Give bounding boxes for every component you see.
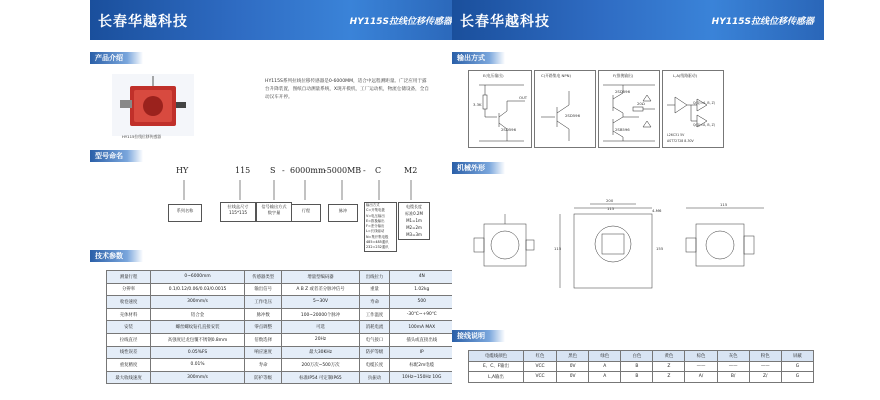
model-box-pulse <box>328 204 358 222</box>
brand-name: 长春华越科技 <box>98 14 188 30</box>
wiring-cell: G <box>781 361 813 372</box>
box-line: F=差分输出 <box>366 224 385 229</box>
wiring-cell: 红色 <box>524 351 557 362</box>
model-part: -5000MB <box>324 166 362 175</box>
section-header-wiring: 接线说明 <box>452 330 505 342</box>
circuit-label: 2SD596 <box>565 113 580 118</box>
table-row <box>107 333 454 346</box>
spec-label-cell: 收卷速度 <box>107 296 151 309</box>
model-part: - <box>363 166 366 175</box>
spec-value-cell: 增量型编码器 <box>282 271 359 284</box>
table-row <box>469 361 814 372</box>
wiring-cell: G <box>781 372 813 383</box>
wiring-cell: 绿色 <box>589 351 621 362</box>
mechanical-drawing <box>464 184 809 292</box>
wiring-cell: —— <box>685 361 717 372</box>
dimension-label: 155 <box>656 246 664 251</box>
wiring-cell: —— <box>749 361 781 372</box>
box-line: 标准0.2M <box>405 211 423 216</box>
page-title: HY115S拉线位移传感器 <box>349 17 452 27</box>
circuit-line-driver-output <box>662 70 724 148</box>
model-box-size <box>220 202 256 222</box>
table-row <box>107 359 454 372</box>
spec-value-cell: 5~30V <box>282 296 359 309</box>
circuit-title: C(开路集电 NPN) <box>541 73 571 78</box>
left-header <box>90 0 462 40</box>
section-header-dimensions: 机械外形 <box>452 162 505 174</box>
table-row <box>469 372 814 383</box>
model-part: - <box>282 166 285 175</box>
table-row <box>107 321 454 334</box>
right-page <box>452 0 824 400</box>
model-box-cable <box>398 202 430 240</box>
wiring-cell: 黄色 <box>653 351 685 362</box>
spec-label-cell: 寿命 <box>244 359 282 372</box>
spec-value-cell: IP <box>390 346 454 359</box>
box-line: V=电压输出 <box>366 213 385 218</box>
spec-value-cell: 铝合金 <box>151 308 245 321</box>
spec-table <box>106 270 454 384</box>
circuit-label: 2SD596 <box>615 89 630 94</box>
spec-label-cell: 防护等级 <box>244 371 282 384</box>
spec-value-cell: 插头或直接出线 <box>390 333 454 346</box>
section-header-intro: 产品介绍 <box>90 52 143 64</box>
spec-label-cell: 分辨率 <box>107 283 151 296</box>
wiring-table <box>468 350 814 383</box>
wiring-cell: Z <box>653 361 685 372</box>
spec-label-cell: 零点调整 <box>244 321 282 334</box>
spec-label-cell: 重量 <box>359 283 390 296</box>
wiring-cell: A <box>589 372 621 383</box>
box-line: 115*115 <box>228 210 248 215</box>
wiring-cell: 棕色 <box>685 351 717 362</box>
circuit-title: E(电压输出) <box>483 73 504 78</box>
spec-label-cell: 重复精度 <box>107 359 151 372</box>
circuit-voltage-output <box>468 70 532 148</box>
wiring-cell: VCC <box>524 372 557 383</box>
wiring-cell: 屏蔽 <box>781 351 813 362</box>
circuit-label: Q(Q)=A, B, Z) <box>693 123 716 127</box>
model-box-series <box>168 204 202 222</box>
spec-label-cell: 传感器类型 <box>244 271 282 284</box>
table-row <box>107 283 454 296</box>
circuit-title: F(推挽输出) <box>613 73 634 78</box>
circuit-label: 3.3K <box>473 102 482 107</box>
spec-label-cell: 线性误差 <box>107 346 151 359</box>
model-part: 115 <box>235 166 251 175</box>
circuit-label: 2SB596 <box>615 127 630 132</box>
spec-label-cell: 抗振动 <box>359 371 390 384</box>
box-line: 电缆长度 <box>406 204 422 209</box>
brand-name: 长春华越科技 <box>460 14 550 30</box>
circuit-title: L,A(线路驱动) <box>673 73 698 78</box>
product-caption: HY115拉线位移传感器 <box>122 134 161 139</box>
page-title: HY115S拉线位移传感器 <box>711 17 814 27</box>
dimension-label: 115 <box>720 202 728 207</box>
box-line: L=长线驱动 <box>366 229 385 234</box>
spec-value-cell: 0.01% <box>151 359 245 372</box>
wiring-cell: —— <box>717 361 749 372</box>
left-page <box>90 0 462 400</box>
spec-value-cell: 200万次~500万次 <box>282 359 359 372</box>
model-connectors <box>90 178 462 204</box>
model-box-stroke <box>291 204 321 222</box>
spec-label-cell: 输出信号 <box>244 283 282 296</box>
spec-label-cell: 电缆长度 <box>359 359 390 372</box>
table-row <box>107 371 454 384</box>
spec-value-cell: 300mm/s <box>151 371 245 384</box>
box-line: C=开集电极 <box>366 208 385 213</box>
dimension-label: 115 <box>554 246 562 251</box>
circuit-label: AST72728 8-30V <box>667 139 694 143</box>
table-row <box>107 296 454 309</box>
model-part: HY <box>176 166 189 175</box>
circuit-npn-output <box>534 70 596 148</box>
wiring-row-label: 电缆线颜色 <box>469 351 524 362</box>
box-line: M2=2m <box>406 225 422 230</box>
spec-label-cell: 消耗电流 <box>359 321 390 334</box>
spec-label-cell: 工作电压 <box>244 296 282 309</box>
box-line: M3=3m <box>406 232 422 237</box>
spec-value-cell: 300mm/s <box>151 296 245 309</box>
spec-label-cell: 响应速度 <box>244 346 282 359</box>
box-line: 输出方式 <box>366 203 380 207</box>
spec-label-cell: 倍数选择 <box>244 333 282 346</box>
model-box-output <box>364 202 397 252</box>
spec-value-cell: 1.02kg <box>390 283 454 296</box>
model-part: C <box>375 166 382 175</box>
dimension-label: 200 <box>606 198 614 203</box>
model-box-signal <box>256 202 292 222</box>
wiring-cell: 黑色 <box>557 351 589 362</box>
spec-value-cell: 20Hz <box>282 333 359 346</box>
table-row <box>107 308 454 321</box>
wiring-cell: B/ <box>717 372 749 383</box>
spec-value-cell: -30℃~+90℃ <box>390 308 454 321</box>
spec-value-cell: 可选 <box>282 321 359 334</box>
spec-label-cell: 脉冲数 <box>244 308 282 321</box>
box-line: N=集开集电极 <box>366 234 389 239</box>
spec-label-cell: 安装 <box>107 321 151 334</box>
spec-label-cell: 最大收线速度 <box>107 371 151 384</box>
spec-label-cell: 工作温度 <box>359 308 390 321</box>
spec-label-cell: 壳体材料 <box>107 308 151 321</box>
circuit-label: 20Ω <box>637 101 645 106</box>
table-row <box>469 351 814 362</box>
spec-value-cell: 标准IP54 可定制IP65 <box>282 371 359 384</box>
dimension-label: 115 <box>607 206 615 211</box>
box-line: E=推挽输出 <box>366 218 385 223</box>
spec-value-cell: 标配2m电缆 <box>390 359 454 372</box>
spec-value-cell: 10Hz~150Hz 10G <box>390 371 454 384</box>
box-line: 232=232通讯 <box>366 245 389 250</box>
spec-label-cell: 出线拉力 <box>359 271 390 284</box>
product-description: HY115S系列拉线位移传感器是0-6000MM，适合中远程测距量。广泛应用于露台升降装置，图纸自动测量系统，X现开模机，工厂运动机，物流仓储设备，全自动汉车开停。 <box>265 79 429 100</box>
spec-label-cell: 电气接口 <box>359 333 390 346</box>
circuit-label: OUT <box>519 95 528 100</box>
wiring-cell: 粉色 <box>749 351 781 362</box>
spec-value-cell: 100~20000个脉冲 <box>282 308 359 321</box>
circuit-label: 2SD596 <box>501 127 516 132</box>
spec-value-cell: 螺丝螺纹钻孔直接安装 <box>151 321 245 334</box>
wiring-cell: Z/ <box>749 372 781 383</box>
wiring-cell: B <box>621 361 653 372</box>
circuit-label: L26C31 5V <box>667 133 685 137</box>
model-part: M2 <box>404 166 418 175</box>
spec-value-cell: 0.1/0.12/0.06/0.03/0.0015 <box>151 283 245 296</box>
wiring-cell: 0V <box>557 372 589 383</box>
spec-value-cell: 最大30KHz <box>282 346 359 359</box>
wiring-row-label: L,A输出 <box>469 372 524 383</box>
model-part: S <box>270 166 276 175</box>
spec-value-cell: 高强度尼龙包覆不锈钢0.8mm <box>151 333 245 346</box>
spec-label-cell: 测量行程 <box>107 271 151 284</box>
box-line: 系列名称 <box>176 208 194 213</box>
wiring-cell: A/ <box>685 372 717 383</box>
spec-value-cell: 4N <box>390 271 454 284</box>
wiring-cell: 灰色 <box>717 351 749 362</box>
wiring-cell: 白色 <box>621 351 653 362</box>
wiring-cell: A <box>589 361 621 372</box>
section-header-output: 输出方式 <box>452 52 505 64</box>
spec-value-cell: 0.05%FS <box>151 346 245 359</box>
spec-label-cell: 拉线直径 <box>107 333 151 346</box>
dimension-label: 4-M6 <box>652 208 662 213</box>
wiring-cell: 0V <box>557 361 589 372</box>
spec-value-cell: 100mA MAX <box>390 321 454 334</box>
model-part: 6000mm <box>290 166 326 175</box>
wiring-row-label: E、C、F输出 <box>469 361 524 372</box>
section-header-spec: 技术参数 <box>90 250 143 262</box>
box-line: 脉冲 <box>338 208 348 213</box>
table-row <box>107 346 454 359</box>
spec-value-cell: 500 <box>390 296 454 309</box>
right-header <box>452 0 824 40</box>
circuit-push-pull-output <box>598 70 660 148</box>
wiring-cell: VCC <box>524 361 557 372</box>
box-line: 485=485通讯 <box>366 240 389 245</box>
box-line: 信号输出方式 <box>261 204 287 209</box>
spec-label-cell: 防护等级 <box>359 346 390 359</box>
box-line: 拉线盒尺寸 <box>227 204 249 209</box>
box-line: 数字量 <box>267 210 281 215</box>
spec-value-cell: 0~6000mm <box>151 271 245 284</box>
table-row <box>107 271 454 284</box>
spec-label-cell: 寿命 <box>359 296 390 309</box>
box-line: M1=1m <box>406 218 422 223</box>
wiring-cell: B <box>621 372 653 383</box>
wiring-cell: Z <box>653 372 685 383</box>
box-line: 行程 <box>301 208 311 213</box>
product-image <box>112 74 194 136</box>
spec-value-cell: A B Z 或者差分脉冲信号 <box>282 283 359 296</box>
circuit-label: Q(Q)=A, B, Z) <box>693 101 716 105</box>
section-header-model: 型号命名 <box>90 150 143 162</box>
